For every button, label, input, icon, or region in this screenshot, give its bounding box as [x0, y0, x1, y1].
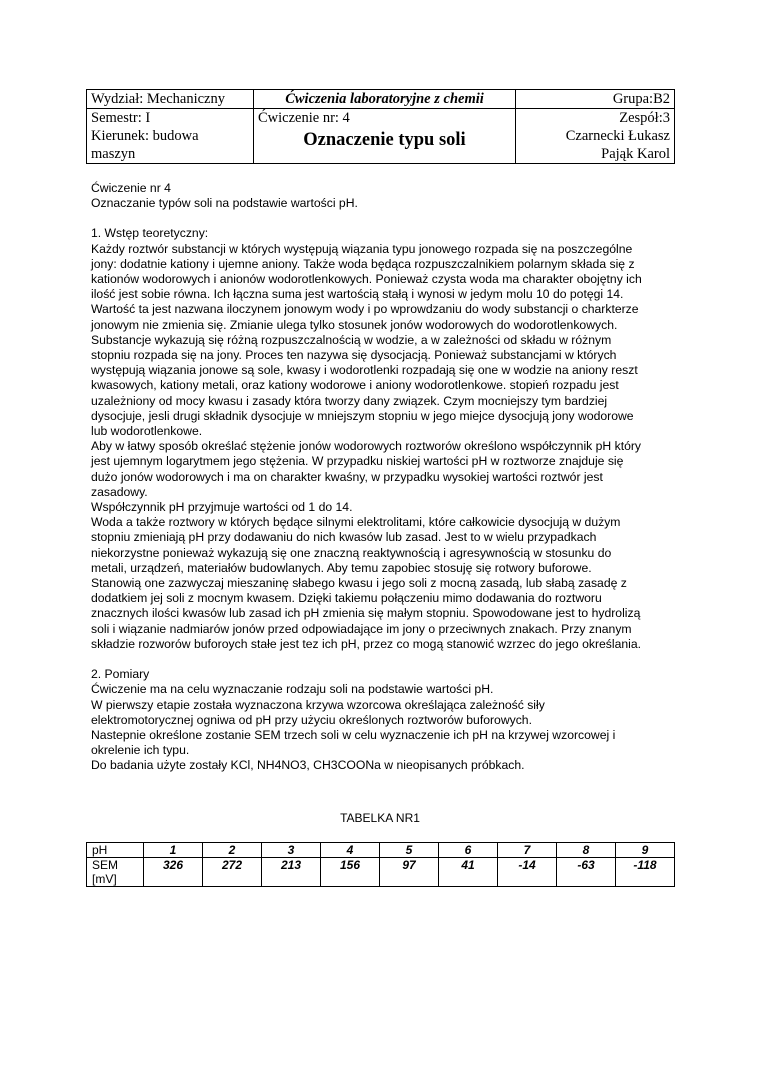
field-of-study-line1: Kierunek: budowa: [91, 128, 199, 144]
course-cell: [254, 90, 516, 109]
sem-value-cell: -63: [557, 858, 616, 887]
ph-value-cell: 2: [203, 843, 262, 858]
sem-value-cell: -118: [616, 858, 675, 887]
group: Grupa:B2: [612, 91, 670, 107]
sem-value-cell: 41: [439, 858, 498, 887]
exercise-cell: [254, 109, 516, 164]
paragraph-line: występują wiązania jonowe są sole, kwasy i wodorotlenki rozpadają się one w wodzie na aniony reszt: [91, 363, 638, 378]
author-1: Czarnecki Łukasz: [565, 128, 670, 144]
table-caption: TABELKA NR1: [340, 811, 420, 825]
paragraph-line: Aby w łatwy sposób określać stężenie jonów wodorowych roztworów określono współczynnik pH który: [91, 439, 642, 454]
semester-cell: [87, 109, 254, 164]
paragraph-line: stopniu rozpada się na jony. Proces ten nazywa się dysocjacją. Ponieważ substancjami w których: [91, 348, 617, 363]
paragraph-line: soli i wiązanie nadmiarów jonów przed odpowiadające im jony o przeciwnych znakach. Przy znanym: [91, 621, 632, 636]
paragraph-line: dodatkiem jej soli z mocnym kwasem. Dzięki takiemu połączeniu mimo dodawania do roztworu: [91, 591, 602, 606]
semester: Semestr: I: [91, 110, 151, 126]
sem-value-cell: 326: [144, 858, 203, 887]
paragraph-line: jonowym nie zmienia się. Zmianie ulega tylko stosunek jonów wodorowych do wodorotlenkowych.: [91, 317, 618, 332]
sem-value-cell: 97: [380, 858, 439, 887]
exercise-number: Ćwiczenie nr: 4: [258, 110, 350, 126]
ph-value-cell: 6: [439, 843, 498, 858]
ph-value-cell: 1: [144, 843, 203, 858]
paragraph-line: Nastepnie określone zostanie SEM trzech soli w celu wyznaczenie ich pH na krzywej wzorcowej i: [91, 727, 616, 742]
section2-text: [91, 682, 676, 773]
paragraph-line: Każdy roztwór substancji w których występują wiązania typu jonowego rozpada się na poszczególne: [91, 241, 633, 256]
intro-line-2: Oznaczanie typów soli na podstawie wartości pH.: [91, 196, 358, 211]
paragraph-line: Ćwiczenie ma na celu wyznaczanie rodzaju soli na podstawie wartości pH.: [91, 682, 494, 697]
document-body: [91, 181, 676, 774]
ph-value-cell: 7: [498, 843, 557, 858]
paragraph-line: kationów wodorowych i anionów wodorotlenkowych. Ponieważ czysta woda ma charakter obojętny ich: [91, 272, 642, 287]
paragraph-line: dużo jonów wodorowych i ma on charakter kwaśny, w przypadku wysokiej wartości roztwór jest: [91, 469, 603, 484]
paragraph-line: elektromotorycznej ogniwa od pH przy użyciu określonych roztworów buforowych.: [91, 712, 532, 727]
paragraph-line: jony: dodatnie kationy i ujemne aniony. Także woda będąca rozpuszczalnikiem polarnym składa się z: [91, 256, 635, 271]
sem-value-cell: 156: [321, 858, 380, 887]
paragraph-line: Współczynnik pH przyjmuje wartości od 1 do 14.: [91, 500, 353, 515]
team: Zespół:3: [619, 110, 670, 126]
sem-value-cell: 213: [262, 858, 321, 887]
paragraph-line: uzależniony od mocy kwasu i zasady która tworzy dany związek. Czym mocniejszy tym bardziej: [91, 393, 608, 408]
course-name: Ćwiczenia laboratoryjne z chemii: [285, 91, 484, 107]
ph-value-cell: 5: [380, 843, 439, 858]
author-2: Pająk Karol: [601, 146, 670, 162]
paragraph-line: Woda a także roztwory w których będące silnymi elektrolitami, które całkowicie dysocjują w dużym: [91, 515, 621, 530]
paragraph-line: dysocjuje, jesli drugi składnik dysocjuje w mniejszym stopniu w jego miejce dysocjują jony wodorowe: [91, 408, 634, 423]
ph-label: pH: [87, 843, 144, 858]
intro-line-1: Ćwiczenie nr 4: [91, 181, 171, 195]
paragraph-line: metali, urządzeń, materiałów budowlanych. Aby temu zapobiec stosuję się rotwory buforowe.: [91, 560, 592, 575]
paragraph-line: stopniu zmieniają pH przy dodawaniu do nich kwasów lub zasad. Jest to w wielu przypadkach: [91, 530, 597, 545]
sem-value-cell: -14: [498, 858, 557, 887]
sem-label-line1: SEM: [92, 858, 119, 872]
ph-value-cell: 8: [557, 843, 616, 858]
paragraph-line: znacznych ilości kwasów lub zasad ich pH zmienia się małym stopniu. Spowodowane jest to hydrolizą: [91, 606, 641, 621]
ph-value-cell: 3: [262, 843, 321, 858]
paragraph-line: zasadowy.: [91, 484, 148, 499]
paragraph-line: W pierwszy etapie została wyznaczona krzywa wzorcowa określająca zależność siły: [91, 697, 545, 712]
sem-value-cell: 272: [203, 858, 262, 887]
document-title: Oznaczenie typu soli: [303, 130, 466, 150]
section2-heading: 2. Pomiary: [91, 667, 150, 682]
group-cell: [516, 90, 675, 109]
department-cell: [87, 90, 254, 109]
paragraph-line: kwasowych, kationy metali, oraz kationy wodorowe i aniony wodorotlenkowe. stopień rozpadu jest: [91, 378, 619, 393]
paragraph-line: składzie rozworów buforoych stałe jest tez ich pH, przez co mogą stanowić wzrzec do jego określania.: [91, 636, 642, 651]
paragraph-line: jest ujemnym logarytmem jego stężenia. W przypadku niskiej wartości pH w roztworze znajduje się: [91, 454, 624, 469]
paragraph-line: lub wodorotlenkowe.: [91, 424, 203, 439]
section1-heading: 1. Wstęp teoretyczny:: [91, 226, 209, 241]
paragraph-line: okrelenie ich typu.: [91, 743, 190, 758]
sem-label: [87, 858, 144, 887]
paragraph-line: Wartość ta jest nazwana iloczynem jonowym wody i po wprowdzaniu do wody substancji o charkterze: [91, 302, 639, 317]
sem-label-line2: [mV]: [92, 872, 117, 886]
paragraph-line: Do badania użyte zostały KCl, NH4NO3, CH3COONa w nieopisanych próbkach.: [91, 758, 525, 773]
ph-row: [87, 843, 675, 858]
header-table: [86, 89, 675, 164]
ph-value-cell: 9: [616, 843, 675, 858]
ph-value-cell: 4: [321, 843, 380, 858]
paragraph-line: Stanowią one zazwyczaj mieszaninę słabego kwasu i jego soli z mocną zasadą, lub słabą zasadę z: [91, 576, 627, 591]
section1-text: [91, 242, 676, 652]
team-cell: [516, 109, 675, 164]
paragraph-line: ilość jest sobie równa. Ich łączna suma jest wartością stałą i wynosi w jedym molu 10 do potęgi 14.: [91, 287, 624, 302]
measurement-table: [86, 842, 675, 887]
department: Wydział: Mechaniczny: [91, 91, 225, 107]
field-of-study-line2: maszyn: [91, 146, 136, 162]
sem-row: [87, 858, 675, 887]
paragraph-line: Substancje wykazują się różną rozpuszczalnością w wodzie, a w zależności od składu w różnym: [91, 332, 612, 347]
paragraph-line: niekorzystne ponieważ wykazują się one znaczną reaktywnością i agresywnością w stosunku do: [91, 545, 612, 560]
